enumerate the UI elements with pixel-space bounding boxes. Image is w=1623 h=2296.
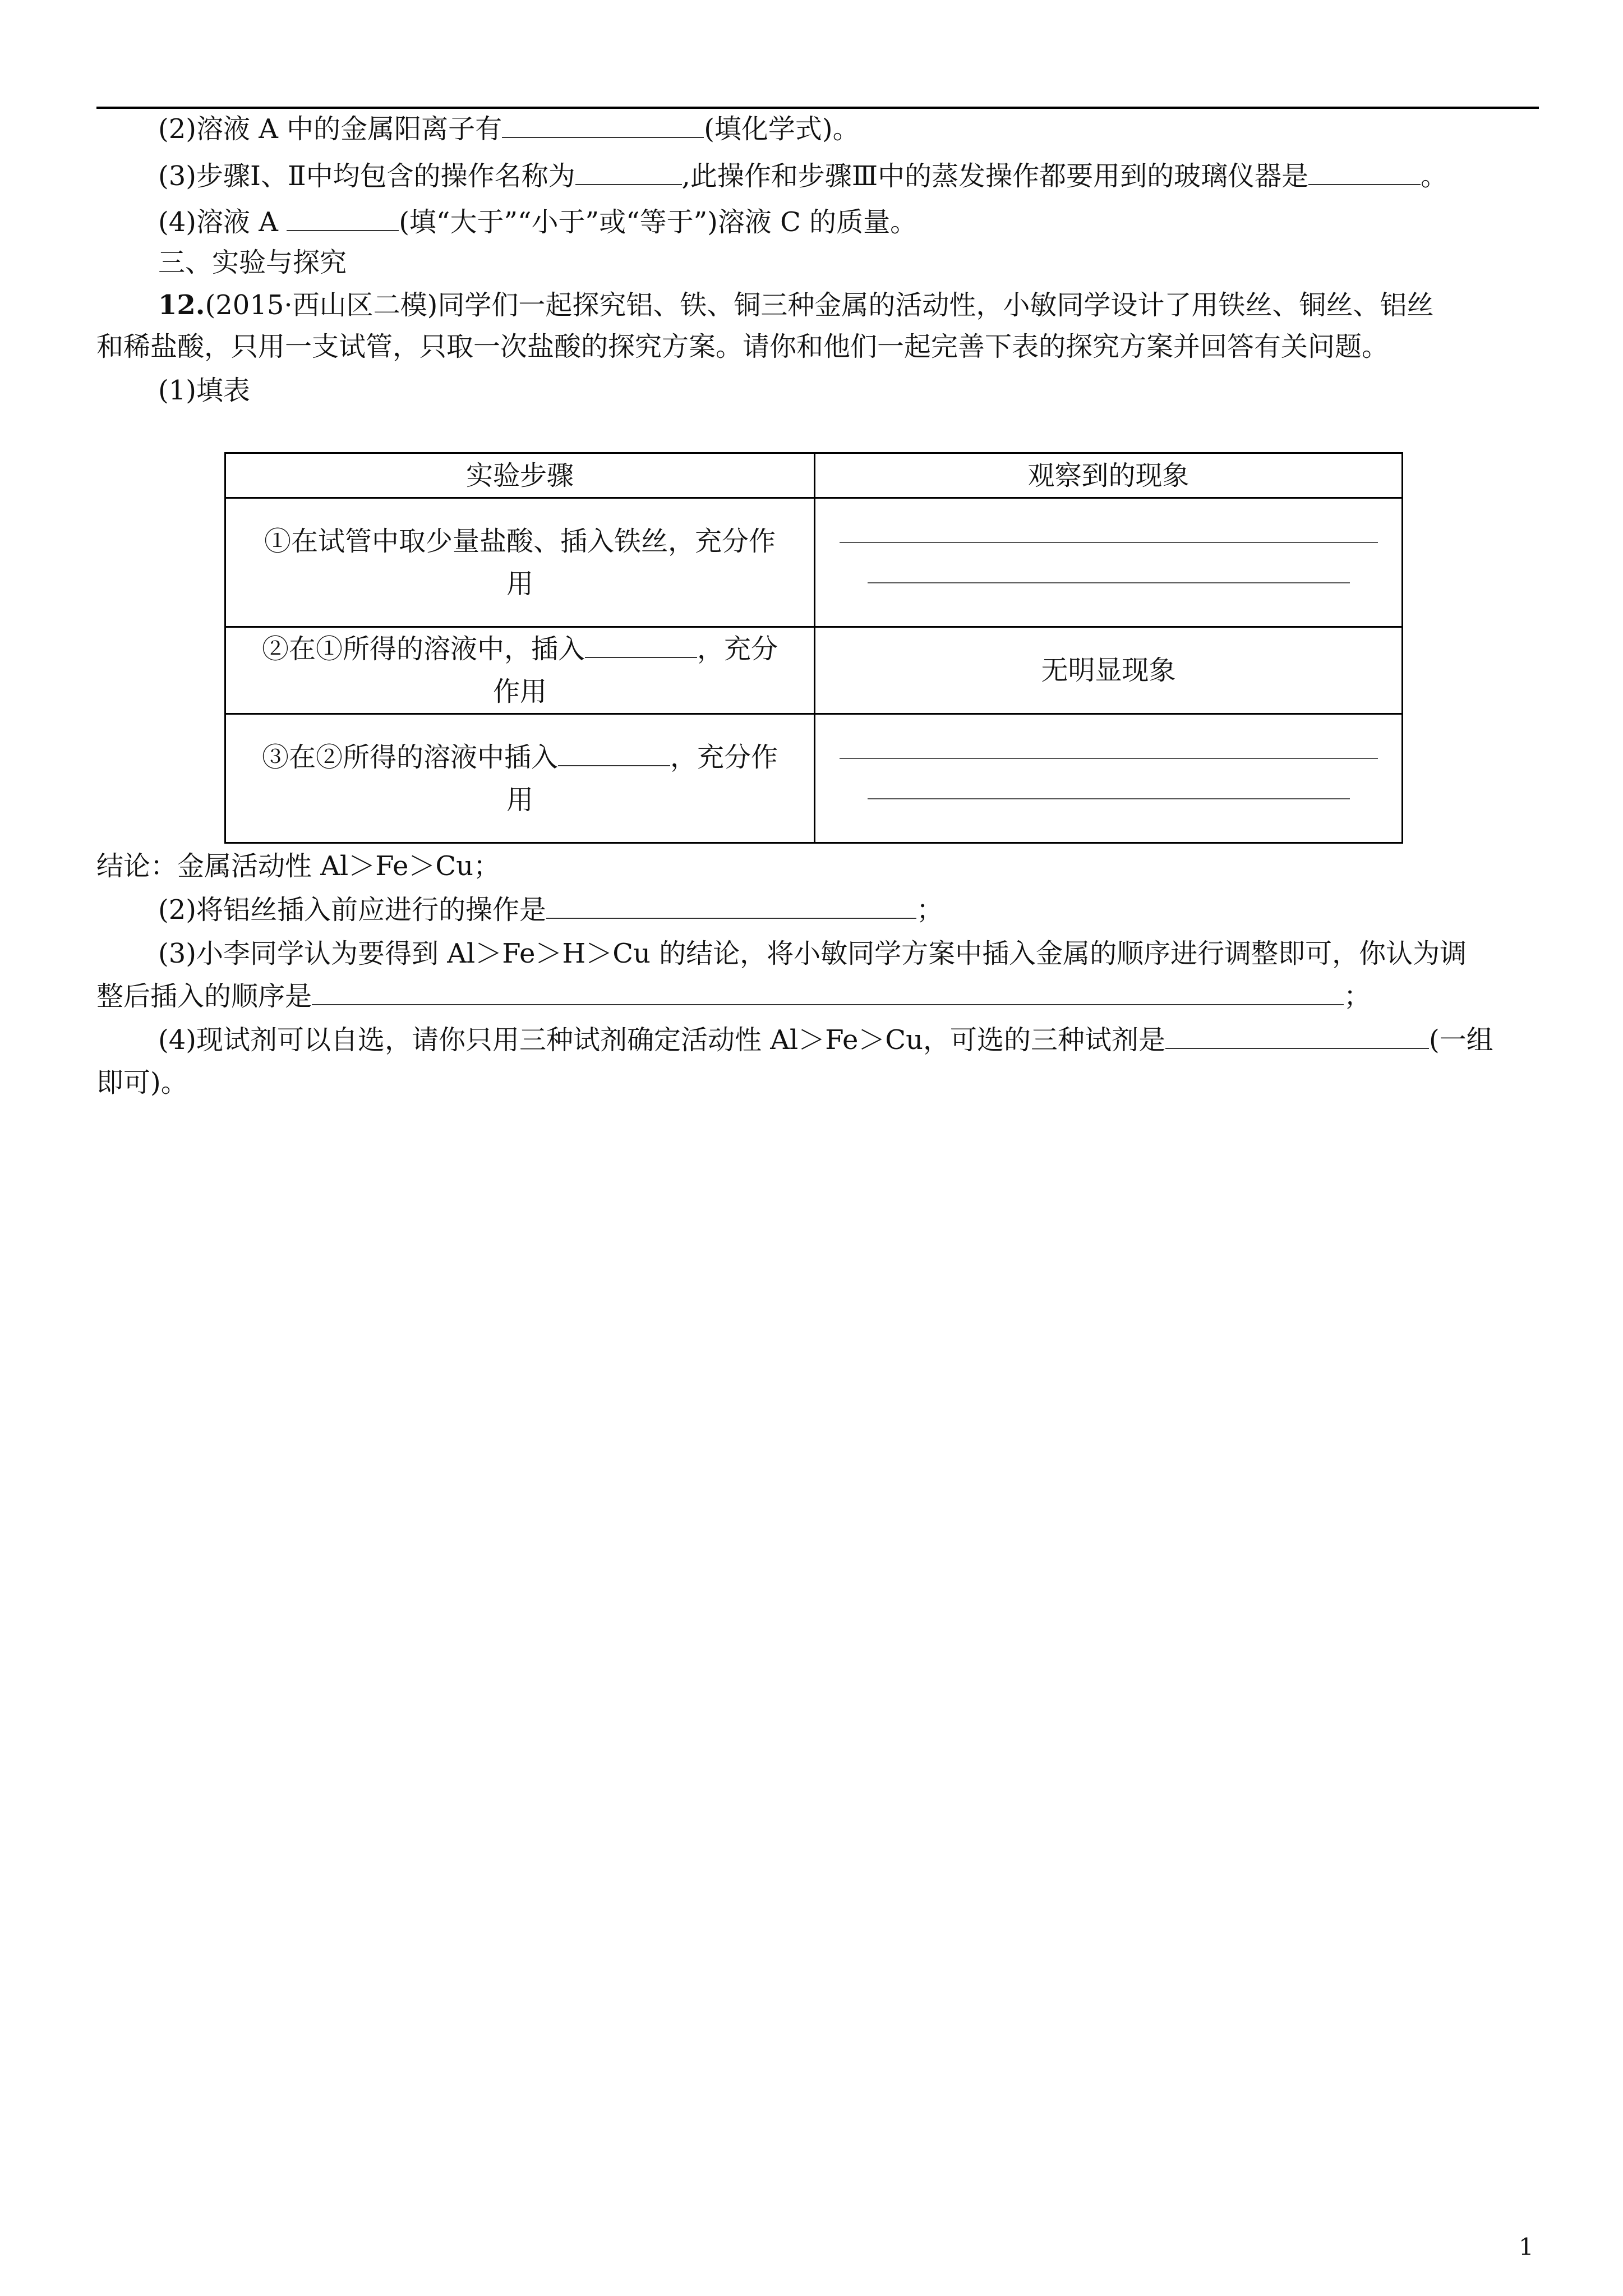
step-cell [225, 714, 815, 843]
header-steps: 实验步骤 [225, 453, 815, 498]
fill-table-label: (1)填表 [158, 375, 250, 406]
step-text: 用 [506, 784, 533, 816]
table-row [225, 714, 1403, 843]
answer-blank[interactable] [287, 204, 399, 231]
observation-cell: 无明显现象 [815, 627, 1403, 714]
answer-line[interactable] [840, 758, 1378, 759]
question-3-text: (3)步骤Ⅰ、Ⅱ中均包含的操作名称为 [158, 160, 575, 192]
part-2 [158, 892, 1623, 928]
question-3-end: 。 [1421, 160, 1448, 192]
part-3-text: 整后插入的顺序是 [96, 981, 312, 1012]
part-4-line-1 [158, 1022, 1623, 1058]
step-text: 作用 [492, 676, 547, 707]
answer-blank[interactable] [1165, 1022, 1429, 1049]
question-12-line-2: 和稀盐酸，只用一支试管，只取一次盐酸的探究方案。请你和他们一起完善下表的探究方案并回答有关问题。 [96, 331, 1389, 362]
section-heading: 三、实验与探究 [158, 247, 347, 278]
step-text: 用 [506, 568, 533, 600]
question-12-text: (2015·西山区二模)同学们一起探究铝、铁、铜三种金属的活动性，小敏同学设计了用铁丝、铜丝、铝丝 [205, 289, 1434, 321]
step-text: ①在试管中取少量盐酸、插入铁丝，充分作 [264, 525, 776, 557]
question-3-text-mid: ,此操作和步骤Ⅲ中的蒸发操作都要用到的玻璃仪器是 [681, 160, 1309, 192]
observation-cell[interactable] [815, 714, 1403, 843]
question-number: 12. [158, 289, 205, 321]
question-2-text: (2)溶液 A 中的金属阳离子有 [158, 113, 502, 145]
table-row [225, 498, 1403, 627]
step-cell [225, 627, 815, 714]
part-4-text: (4)现试剂可以自选，请你只用三种试剂确定活动性 Al＞Fe＞Cu，可选的三种试剂是 [158, 1024, 1165, 1056]
part-4-line-2: 即可)。 [96, 1067, 188, 1098]
answer-blank[interactable] [312, 978, 1344, 1005]
table-header-row [225, 453, 1403, 498]
step-text-part: ②在①所得的溶液中，插入 [261, 633, 585, 665]
step-text-part: ③在②所得的溶液中插入 [261, 741, 558, 773]
question-2 [158, 111, 1623, 147]
part-2-text: (2)将铝丝插入前应进行的操作是 [158, 894, 546, 926]
observation-cell[interactable] [815, 498, 1403, 627]
answer-line[interactable] [868, 798, 1350, 799]
question-2-hint: (填化学式)。 [704, 113, 860, 145]
answer-blank[interactable] [502, 111, 704, 138]
answer-blank[interactable] [585, 631, 697, 658]
answer-blank[interactable] [558, 739, 670, 766]
step-text [238, 628, 801, 670]
step-text-part: ，充分 [697, 633, 778, 665]
question-4-text: (4)溶液 A [158, 206, 287, 238]
part-3-line-2 [96, 978, 1623, 1014]
question-4 [158, 204, 1623, 240]
header-rule [96, 107, 1539, 109]
step-text [238, 736, 801, 779]
answer-line[interactable] [868, 582, 1350, 583]
table-row [225, 627, 1403, 714]
header-observation: 观察到的现象 [815, 453, 1403, 498]
part-3-line-1: (3)小李同学认为要得到 Al＞Fe＞H＞Cu 的结论，将小敏同学方案中插入金属的顺序进行调整即可，你认为调 [158, 938, 1467, 969]
question-4-hint: (填“大于”“小于”或“等于”)溶液 C 的质量。 [399, 206, 917, 238]
step-text-part: ，充分作 [670, 741, 778, 773]
conclusion: 结论：金属活动性 Al＞Fe＞Cu； [96, 850, 501, 882]
experiment-table [224, 452, 1403, 844]
question-12-line-1 [158, 287, 1623, 323]
page-number: 1 [1519, 2233, 1534, 2261]
answer-blank[interactable] [1308, 158, 1421, 185]
answer-line[interactable] [840, 542, 1378, 543]
answer-blank[interactable] [546, 892, 916, 919]
part-4-end: (一组 [1429, 1024, 1493, 1056]
part-2-end: ； [916, 894, 944, 926]
step-cell [225, 498, 815, 627]
part-3-end: ； [1344, 981, 1371, 1012]
question-3 [158, 158, 1623, 194]
answer-blank[interactable] [575, 158, 682, 185]
